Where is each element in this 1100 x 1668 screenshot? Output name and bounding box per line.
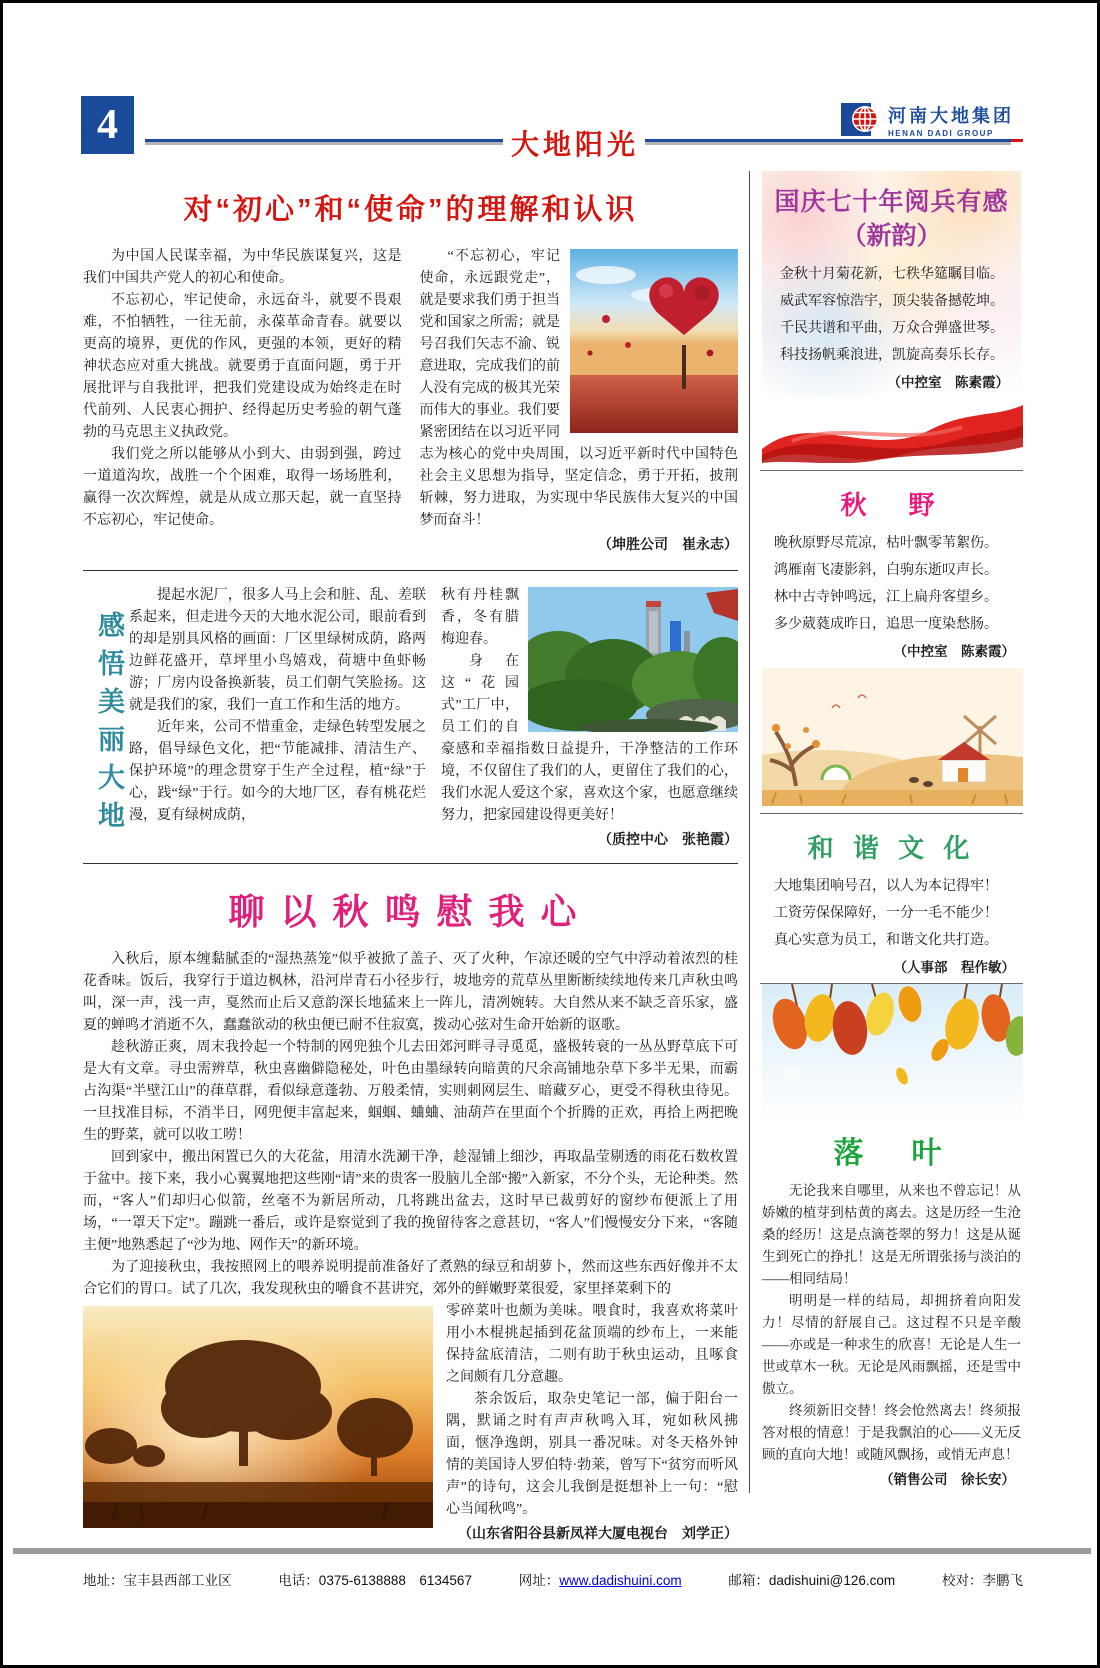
essay-signature: （销售公司 徐长安） [880, 1472, 1015, 1487]
article3-title: 聊以秋鸣慰我心 [228, 891, 593, 932]
poem3-line: 大地集团响号召，以人为本记得牢！ [774, 879, 998, 894]
article3-paragraph: 回到家中，搬出闲置已久的大花盆，用清水洗涮干净，趁湿铺上细沙，再取晶莹剔透的雨花石数枚置于盆中。接下来，我小心翼翼地把这些刚“请”来的贵客一股脑儿全部“搬”入新家，不分个头，无论种类。然而，“客人”们却归心似箭，丝毫不为新居所动，几将跳出盆去，这时早已裁剪好的窗纱布便派上了用场，“一罩天下定”。蹦跳一番后，或许是察觉到了我的挽留待客之意甚切，“客人”们慢慢安分下来，“客随主便”地熟悉起了“沙为地、网作天”的新环境。 [83, 1150, 738, 1253]
poem3-line: 真心实意为员工，和谐文化共打造。 [774, 933, 998, 948]
poem1-line: 科技扬帆乘浪进，凯旋高奏乐长存。 [780, 348, 1004, 363]
article3-signature: （山东省阳谷县新凤祥大厦电视台 刘学正） [458, 1525, 738, 1541]
poem1-line: 威武军容惊浩宇，顶尖装备撼乾坤。 [780, 294, 1004, 309]
column-divider [749, 171, 750, 1493]
article3-paragraph: 零碎菜叶也颇为美味。喂食时，我喜欢将菜叶用小木棍挑起插到花盆顶端的纱布上，一来能保持盆底清洁，二则有助于秋虫运动，且啄食之间颇有几分意趣。 [446, 1304, 738, 1385]
article-understanding-mission [83, 187, 738, 556]
logo-name-cn: 河南大地集团 [888, 106, 1014, 126]
footer-divider-bar [13, 1548, 1091, 1554]
heart-tree-photo [570, 249, 738, 433]
article3-paragraph: 为了迎接秋虫，我按照网上的喂养说明提前准备好了煮熟的绿豆和胡萝卜，然而这些东西好像并不太合它们的胃口。试了几次，我发现秋虫的嚼食不甚讲究，郊外的鲜嫩野菜很爱，家里择菜剩下的 [83, 1260, 738, 1297]
article1-paragraph: “不忘初心，牢记使命，永远跟党走”，就是要求我们勇于担当党和国家之所需；就是号召我们矢志不渝、锐意进取，完成我们的前人没有完成的极其光荣而伟大的事业。我们要紧密团结在以习近平同志为核心的党中央周围，以习近平新时代中国特色社会主义思想为指导，坚定信念，勇于开拓，披荆斩棘，努力进取，为实现中华民族伟大复兴的中国梦而奋斗！ [419, 249, 738, 528]
sidebar-column [760, 171, 1023, 1495]
poem3-signature: （人事部 程作敏） [893, 960, 1015, 975]
poem3-title: 和 谐 文 化 [807, 833, 976, 863]
article1-paragraph: 为中国人民谋幸福，为中华民族谋复兴，这是我们中国共产党人的初心和使命。 [83, 249, 402, 286]
sunset-trees-photo [83, 1306, 433, 1528]
article3-paragraph: 趁秋游正爽，周末我拎起一个特制的网兜独个儿去田郊河畔寻寻觅觅，盛极转衰的一丛丛野草底下可是大有文章。寻虫需辨草，秋虫喜幽僻隐秘处，叶色由墨绿转向暗黄的尺余高铺地杂草下多半无果，而霸占沟渠“半壁江山”的葎草群，看似绿意蓬勃、万般柔情，实则刺网层生、暗藏歹心，更受不得秋虫待见。一旦找准目标，不消半日，网兜便丰富起来，蝈蝈、蛐蛐、油葫芦在里面个个折腾的正欢，再拾上两把晚生的野菜，就可以收工唠！ [83, 1040, 738, 1143]
article-beautiful-dadi [83, 570, 738, 851]
footer-website-label: 网址： [518, 1573, 560, 1588]
masthead-title: 大地阳光 [510, 129, 639, 160]
sidebar-separator [760, 813, 1023, 814]
poem1-line: 金秋十月菊花新，七秩华筵瞩目临。 [780, 267, 1004, 282]
poem2-signature: （中控室 陈素霞） [893, 644, 1015, 659]
header-rule-left [145, 139, 503, 145]
poem2-title: 秋 野 [840, 490, 943, 520]
footer-proofreader: 校对：李鹏飞 [941, 1573, 1023, 1588]
autumn-countryside-illustration [762, 668, 1021, 806]
red-ribbon-image [762, 403, 1021, 463]
article1-signature: （坤胜公司 崔永志） [598, 536, 738, 552]
essay-paragraph: 明明是一样的结局，却拥挤着向阳发力！尽情的舒展自己。这过程不只是辛酸——亦或是一种求生的欣喜！无论是人生一世或草木一秋。无论是风雨飘摇，还是雪中傲立。 [762, 1293, 1021, 1396]
article2-paragraph: 秋有丹桂飘香，冬有腊梅迎春。 [441, 588, 519, 647]
globe-icon [841, 101, 881, 139]
poem2-line: 多少葳蕤成昨日，追思一度染愁肠。 [774, 617, 998, 632]
factory-garden-photo [528, 587, 738, 732]
article2-paragraph: 近年来，公司不惜重金，走绿色转型发展之路，倡导绿色文化，把“节能减排、清洁生产、保护环境”的理念贯穿于生产全过程，植“绿”于心，践“绿”于行。如今的大地厂区，春有桃花烂漫，夏有绿树成荫， [129, 720, 426, 823]
footer [83, 1569, 1023, 1589]
essay-fallen-leaves [760, 984, 1023, 1495]
footer-email: 邮箱：dadishuini@126.com [728, 1573, 896, 1588]
poem2-line: 林中古寺钟鸣远，江上扁舟客望乡。 [774, 590, 998, 605]
footer-address: 地址：宝丰县西部工业区 [83, 1573, 232, 1588]
article1-title: 对“初心”和“使命”的理解和认识 [183, 194, 638, 226]
poem2-line: 晚秋原野尽荒凉，枯叶飘零苇絮伤。 [774, 536, 998, 551]
company-logo [841, 101, 1023, 139]
article2-signature: （质控中心 张艳霞） [598, 831, 738, 847]
page-number-box: 4 [81, 96, 134, 154]
article2-paragraph: 身在这“花园式”工厂中，员工们的自豪感和幸福指数日益提升，干净整洁的工作环境，不仅留住了我们的人，更留住了我们的心，我们水泥人爱这个家，喜欢这个家，也愿意继续努力，把家园建设得更美好！ [441, 654, 738, 823]
poem1-subtitle: （新韵） [841, 222, 942, 250]
main-column [83, 171, 738, 1545]
poem1-signature: （中控室 陈素霞） [887, 375, 1009, 390]
poem-national-day [760, 171, 1023, 463]
poem-autumn-field [760, 485, 1023, 806]
article2-vertical-title: 感悟美丽大地 [94, 611, 124, 839]
fireworks-background [762, 171, 1021, 397]
article1-paragraph: 我们党之所以能够从小到大、由弱到强，跨过一道道沟坎，战胜一个个困难，取得一场场胜利，赢得一次次辉煌，就是从成立那天起，就一直坚持不忘初心，牢记使命。 [83, 447, 402, 528]
poem1-line: 千民共谱和平曲，万众合弹盛世琴。 [780, 321, 1004, 336]
poem-harmony-culture [760, 828, 1023, 976]
logo-name-en: HENAN DADI GROUP [888, 129, 994, 138]
poem3-line: 工资劳保保障好，一分一毛不能少！ [774, 906, 998, 921]
article3-paragraph: 茶余饭后，取杂史笔记一部，偏于阳台一隅，默诵之时有声声秋鸣入耳，宛如秋风拂面，惬净逸朗，别具一番况味。对冬天格外钟情的美国诗人罗伯特·勃莱，曾写下“贫穷而听风声”的诗句，这会儿我倒是挺想补上一句：“慰心当闻秋鸣”。 [446, 1392, 738, 1517]
essay-title: 落叶 [833, 1137, 990, 1170]
poem1-title: 国庆七十年阅兵有感 [774, 188, 1009, 216]
sidebar-separator [760, 470, 1023, 471]
essay-paragraph: 无论我来自哪里，从来也不曾忘记！从娇嫩的植芽到枯黄的离去。这是历经一生沧桑的经历！这是点滴苍翠的努力！这是从诞生到死亡的挣扎！这是无所谓张扬与淡泊的——相同结局！ [762, 1183, 1021, 1286]
article-autumn-chirping [83, 863, 738, 1545]
header-rule-right [645, 139, 1011, 145]
article1-paragraph: 不忘初心，牢记使命，永远奋斗，就要不畏艰难，不怕牺牲，一往无前，永葆革命青春。就要以更高的境界，更优的作风，更强的本领，更好的精神状态应对重大挑战。就要勇于直面问题，勇于开展批评与自我批评，把我们党建设成为始终走在时代前列、人民衷心拥护、经得起历史考验的朝气蓬勃的马克思主义执政党。 [83, 293, 402, 440]
footer-phone: 电话：0375-6138888 6134567 [278, 1573, 472, 1588]
poem2-line: 鸿雁南飞凄影斜，白驹东逝叹声长。 [774, 563, 998, 578]
header-rule-red-tip [1011, 139, 1023, 142]
essay-paragraph: 终须新旧交替！终会怆然离去！终须报答对根的情意！于是我飘泊的心——义无反顾的直向大地！或随风飘扬，或悄无声息！ [762, 1403, 1021, 1462]
footer-website [519, 1569, 682, 1589]
article3-paragraph: 入秋后，原本缠黏腻歪的“湿热蒸笼”似乎被掀了盖子、灭了火种，乍凉还暖的空气中浮动着浓烈的桂花香味。饭后，我穿行于道边枫林，沿河岸青石小径步行，坡地旁的荒草丛里断断续续地传来几声秋虫鸣叫，深一声，浅一声，戛然而止后又意韵深长地猛来上一阵儿，清冽婉转。大自然从来不缺乏音乐家，盛夏的蝉鸣才消逝不久，蠢蠢欲动的秋虫便已耐不住寂寞，拨动心弦对生命开始新的讴歌。 [83, 952, 738, 1033]
website-link[interactable]: www.dadishuini.com [559, 1573, 682, 1588]
article2-paragraph: 提起水泥厂，很多人马上会和脏、乱、差联系起来，但走进今天的大地水泥公司，眼前看到的却是别具风格的画面：厂区里绿树成荫，路两边鲜花盛开，草坪里小鸟嬉戏，荷塘中鱼虾畅游；厂房内设备换新装，员工们朝气笑脸扬。这就是我们的家，我们一直工作和生活的地方。 [129, 588, 426, 713]
autumn-leaves-banner [762, 984, 1021, 1122]
